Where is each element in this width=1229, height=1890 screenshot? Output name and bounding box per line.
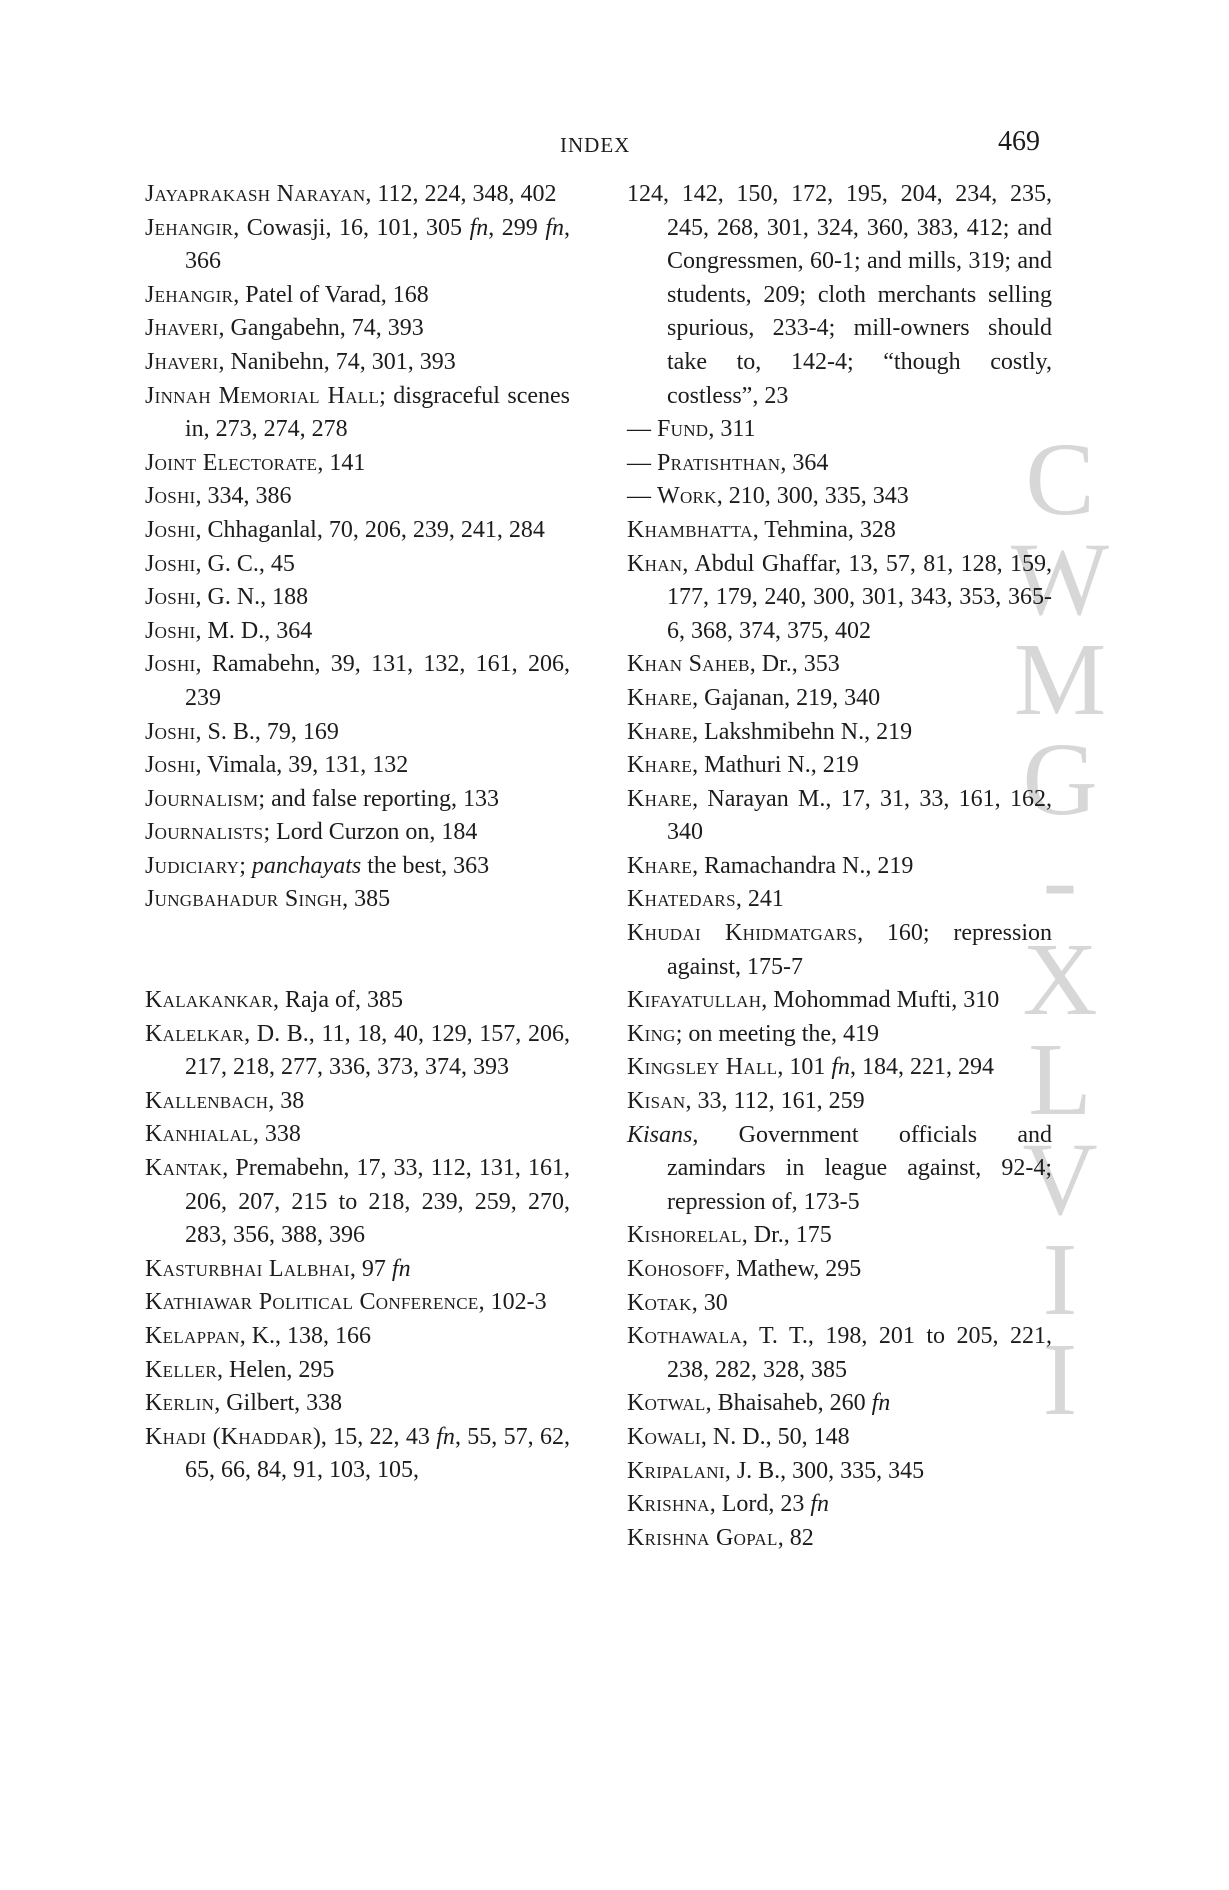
running-title: INDEX [560,133,631,157]
index-entry [145,514,570,548]
index-entry [627,1253,1052,1287]
index-term: Joint Electorate [145,449,318,476]
index-entry [145,581,570,615]
index-term: Kripalani [627,1457,725,1484]
index-entry [145,984,570,1018]
index-text: , 38 [268,1087,305,1114]
index-entry [627,1455,1052,1489]
index-entry [145,1320,570,1354]
index-entry [627,1421,1052,1455]
index-term: Kelappan [145,1323,240,1349]
index-entry [627,1085,1052,1119]
index-entry [145,1018,570,1085]
index-entry [627,548,1052,649]
index-text: , 299 [488,214,546,241]
index-term: Joshi [145,651,196,678]
index-term: Jhaveri [145,315,219,342]
index-text: panchayats [251,852,362,879]
index-text: , Patel of Varad, 168 [233,281,429,308]
index-text: Kisans [627,1121,693,1148]
index-text: ; Lord Curzon on, 184 [263,819,478,846]
index-term: Khan [627,550,683,577]
index-text: , 141 [317,449,366,476]
index-entry [627,783,1052,850]
index-entry [145,1421,570,1488]
index-entry [145,783,570,817]
index-text: , K., 138, 166 [239,1323,372,1349]
index-text: , Lord, 23 [709,1491,811,1518]
index-entry [627,178,1052,413]
index-text: ; on meeting the, 419 [675,1020,880,1047]
index-text: ; disgraceful scenes in, 273, 274, 278 [185,382,570,443]
index-entry [627,1522,1052,1556]
index-text: , Mathuri N., 219 [692,752,859,779]
index-entry [145,749,570,783]
index-term: Kantak [145,1155,223,1182]
index-term: Khare [627,718,693,745]
index-entry [145,1085,570,1119]
index-text: , 364 [780,449,829,476]
index-text: fn [391,1255,411,1282]
index-term: Kotwal [627,1390,706,1417]
index-term: Kerlin [145,1390,215,1417]
index-term: Joshi [145,516,196,543]
index-text: , Gilbert, 338 [214,1390,343,1417]
index-text: , 366 [185,214,571,275]
index-entry [145,1118,570,1152]
index-text: , Ramachandra N., 219 [692,852,914,879]
index-text: , Abdul Ghaffar, 13, 57, 81, 128, 159, 177, 179, 240, 300, 301, 343, 353, 365-6, 368, 374, 375, 402 [667,550,1052,644]
watermark: C W M G - X L V I I [1010,422,1110,1437]
index-term: Jehangir [145,281,234,308]
index-entry [627,917,1052,984]
index-term: Khambhatta [627,516,753,543]
index-text: , 210, 300, 335, 343 [716,483,909,510]
index-entry [145,346,570,380]
index-text: , S. B., 79, 169 [195,718,339,745]
index-term: Kisan [627,1088,686,1115]
index-term: Joshi [145,752,196,779]
index-entry [145,883,570,917]
index-text: , Bhaisaheb, 260 [705,1390,872,1417]
index-term: Kishorelal [627,1222,742,1249]
index-term: Khare [627,684,693,711]
index-entry [627,413,1052,447]
index-entry [145,716,570,750]
index-term: Jayaprakash Narayan [145,181,366,207]
index-entry [145,1253,570,1287]
index-text: , Gajanan, 219, 340 [692,684,881,711]
index-entry [627,984,1052,1018]
index-text: fn [436,1423,455,1450]
index-text: , Mohommad Mufti, 310 [761,987,1000,1014]
index-text: the best, 363 [361,852,490,879]
index-text: , M. D., 364 [195,617,313,644]
index-text: , Vimala, 39, 131, 132 [195,752,409,779]
index-text: fn [871,1390,891,1417]
index-text: ; [239,852,252,879]
index-entry [627,1387,1052,1421]
index-text: ), 15, 22, 43 [312,1423,437,1450]
index-text: , Tehmina, 328 [752,516,896,543]
index-text: , 311 [708,416,756,443]
index-entry [145,480,570,514]
index-term: Keller [145,1356,218,1383]
index-entry [145,447,570,481]
index-text: , 30 [691,1289,728,1316]
index-text: 124, 142, 150, 172, 195, 204, 234, 235, 245, 268, 301, 324, 360, 383, 412; and Congressmen, 60-1; and mills, 319; and students, 209; cloth merchants selling spurious, 233-4; mill-owners should take to, 142-4; “though costly, costless”, 23 [627,181,1052,409]
index-term: Kalakankar [145,987,273,1014]
index-text: , Nanibehn, 74, 301, 393 [218,348,456,375]
index-entry [627,682,1052,716]
index-text: , 338 [252,1121,301,1148]
index-entry [145,850,570,884]
index-entry [627,1488,1052,1522]
index-term: Khaddar [220,1423,313,1450]
index-term: Jhaveri [145,348,219,375]
index-text: , 97 [349,1255,392,1282]
index-entry [627,514,1052,548]
index-term: Kowali [627,1423,701,1450]
index-term: Khatedars [627,886,736,913]
index-text: , Gangabehn, 74, 393 [218,315,424,342]
index-text: fn [831,1054,850,1081]
index-term: Khadi [145,1423,207,1450]
index-text: ( [206,1423,221,1450]
index-entry [145,1152,570,1253]
index-term: Kothawala [627,1323,742,1350]
index-term: Joshi [145,617,196,644]
index-entry [145,548,570,582]
index-entry [627,480,1052,514]
page-number: 469 [998,126,1040,157]
index-entry [145,212,570,279]
index-entry [627,1219,1052,1253]
index-entry [627,883,1052,917]
index-text: fn [545,214,565,241]
index-text: , Dr., 175 [741,1222,832,1249]
index-term: Jehangir [145,214,234,241]
index-term: Khare [627,752,693,779]
index-term: Kalelkar [145,1020,245,1047]
index-term: Khan Saheb [627,651,750,678]
index-term: Kotak [627,1289,692,1316]
index-term: Kasturbhai Lalbhai [145,1255,350,1282]
index-entry [627,1320,1052,1387]
index-text: , Government officials and zamindars in league against, 92-4; repression of, 173-5 [667,1121,1052,1215]
index-entry [145,816,570,850]
index-entry [627,447,1052,481]
index-term: Khare [627,852,693,879]
index-entry [145,648,570,715]
index-text: , 55, 57, 62, 65, 66, 84, 91, 103, 105, [185,1423,571,1484]
index-text: , Raja of, 385 [273,987,403,1014]
index-term: Kohosoff [627,1256,725,1282]
index-entry [627,1051,1052,1085]
index-text: fn [810,1491,830,1518]
index-term: Judiciary [145,852,240,879]
index-text: , G. N., 188 [195,584,309,611]
index-text: , Narayan M., 17, 31, 33, 161, 162, 340 [667,785,1052,846]
index-column-right [627,178,1052,1555]
index-text: , 82 [777,1524,814,1551]
index-term: Joshi [145,550,196,577]
index-entry [145,312,570,346]
index-text: , Ramabehn, 39, 131, 132, 161, 206, 239 [185,651,570,711]
index-term: Joshi [145,718,196,745]
index-entry [627,716,1052,750]
index-text: , Helen, 295 [217,1356,335,1383]
index-text: , J. B., 300, 335, 345 [724,1457,925,1484]
index-term: Journalism [145,785,259,812]
index-text: — [627,449,657,476]
index-text: , N. D., 50, 148 [700,1423,850,1450]
index-term: Khare [627,785,693,812]
index-term: Kanhialal [145,1121,253,1148]
index-text: , 112, 224, 348, 402 [365,181,557,207]
index-text: , 102-3 [478,1289,547,1316]
index-text: , Dr., 353 [749,651,840,678]
index-term: Kallenbach [145,1087,269,1114]
index-text: , 33, 112, 161, 259 [685,1088,865,1115]
index-term: Kathiawar Political Conference [145,1289,479,1316]
index-term: Krishna Gopal [627,1524,778,1551]
index-term: Jinnah Memorial Hall [145,382,380,409]
index-text: , 184, 221, 294 [850,1054,994,1081]
index-term: Khudai Khidmatgars [627,920,858,947]
index-term: King [627,1020,676,1047]
index-entry [145,615,570,649]
index-entry [627,749,1052,783]
index-text: fn [469,214,489,241]
index-text: , Chhaganlal, 70, 206, 239, 241, 284 [195,516,545,543]
index-entry [627,648,1052,682]
index-entry [145,380,570,447]
index-text: , D. B., 11, 18, 40, 129, 157, 206, 217, 218, 277, 336, 373, 374, 393 [185,1020,570,1081]
index-term: Pratishthan [657,449,781,476]
index-text: , T. T., 198, 201 to 205, 221, 238, 282, 328, 385 [667,1323,1052,1383]
index-text: , 334, 386 [195,483,292,510]
index-entry [145,1354,570,1388]
index-term: Work [657,483,717,510]
index-term: Jungbahadur Singh [145,886,343,913]
index-entry [627,1018,1052,1052]
index-text: , Cowasji, 16, 101, 305 [233,214,470,241]
index-text: , 160; repression against, 175-7 [667,920,1052,980]
index-text: — [627,483,657,510]
index-term: Fund [657,416,709,443]
index-term: Kingsley Hall [627,1054,778,1081]
index-text: — [627,416,657,443]
index-text: ; and false reporting, 133 [258,785,500,812]
index-text: , Lakshmibehn N., 219 [692,718,913,745]
index-entry [145,1387,570,1421]
index-term: Joshi [145,483,196,510]
index-text: , 101 [777,1054,832,1081]
index-text: , G. C., 45 [195,550,295,577]
index-text: , Premabehn, 17, 33, 112, 131, 161, 206, 207, 215 to 218, 239, 259, 270, 283, 356, 388, 396 [185,1155,570,1249]
index-term: Kifayatullah [627,987,762,1014]
index-entry [627,850,1052,884]
index-entry [145,279,570,313]
index-term: Journalists [145,819,264,846]
index-term: Joshi [145,584,196,611]
index-text: , 385 [342,886,391,913]
index-entry [145,1286,570,1320]
index-column-left [145,178,570,1488]
index-entry [627,1119,1052,1220]
index-term: Krishna [627,1491,710,1518]
index-text: , 241 [735,886,784,913]
index-entry [627,1287,1052,1321]
index-text: , Mathew, 295 [724,1256,862,1282]
index-entry [145,178,570,212]
